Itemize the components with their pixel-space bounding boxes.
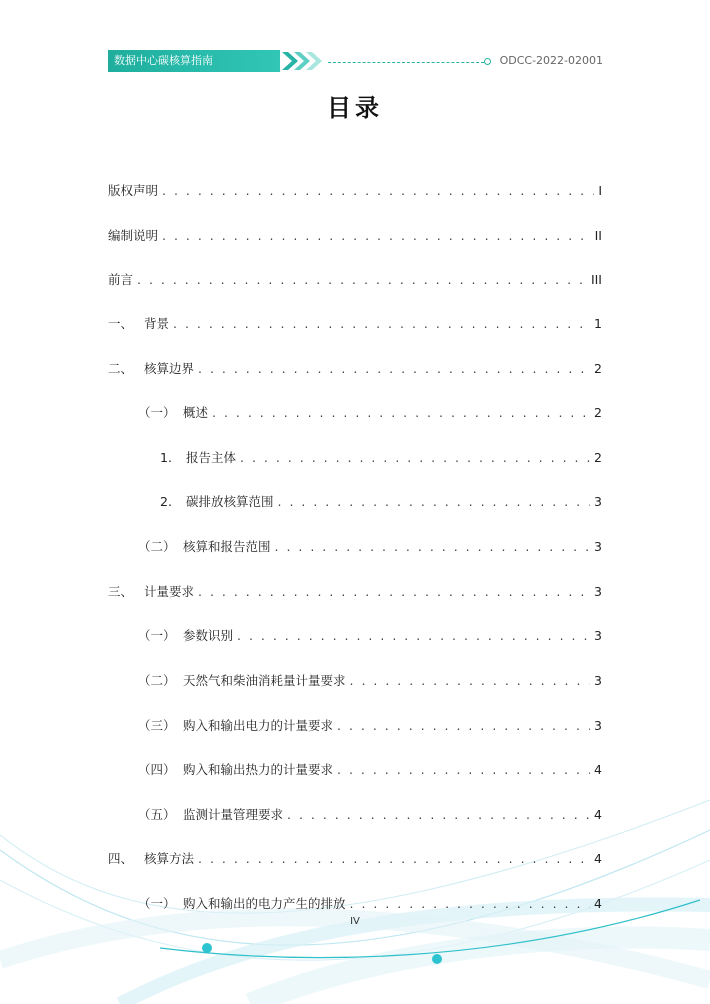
toc-entry[interactable]: （一） 参数识别 . . . 3 — [138, 626, 602, 646]
toc-entry[interactable]: 四、 核算方法 . . . 4 — [108, 849, 602, 869]
document-code: ODCC-2022-02001 — [499, 54, 603, 67]
toc-page: 3 — [594, 718, 602, 733]
toc-number: （三） — [138, 718, 176, 733]
header-circle-icon — [484, 58, 491, 65]
toc-number: 2. — [160, 494, 172, 509]
chevron-right-icon — [280, 50, 328, 72]
page-number: IV — [350, 916, 360, 927]
toc-number: 一、 — [108, 316, 134, 331]
header-title-band: 数据中心碳核算指南 — [108, 50, 280, 72]
toc-entry[interactable]: （五） 监测计量管理要求 . . . 4 — [138, 805, 602, 825]
toc-leader — [137, 272, 587, 287]
toc-entry[interactable]: （一） 购入和输出的电力产生的排放 . . . 4 — [138, 894, 602, 914]
toc-leader — [287, 807, 590, 822]
toc-page: II — [594, 228, 602, 243]
toc-page: 1 — [594, 316, 602, 331]
toc-number: （二） — [138, 673, 176, 688]
toc-leader — [350, 896, 591, 911]
toc-page: 3 — [594, 494, 602, 509]
toc-entry[interactable]: （四） 购入和输出热力的计量要求 . . . 4 — [138, 760, 602, 780]
toc-leader — [350, 673, 591, 688]
toc-entry[interactable]: 一、 背景 . . . 1 — [108, 314, 602, 334]
page-title: 目录 — [327, 94, 383, 122]
toc-number: （五） — [138, 807, 176, 822]
page-header — [108, 50, 603, 72]
toc-number: 1. — [160, 450, 172, 465]
toc-leader — [278, 494, 591, 509]
toc-entry[interactable]: （三） 购入和输出电力的计量要求 . . . 3 — [138, 716, 602, 736]
toc-page: 2 — [594, 361, 602, 376]
toc-page: 3 — [594, 539, 602, 554]
toc-page: 4 — [594, 807, 602, 822]
toc-page: I — [598, 183, 602, 198]
toc-number: 三、 — [108, 584, 134, 599]
toc-page: 3 — [594, 628, 602, 643]
toc-entry[interactable]: 2. 碳排放核算范围 . . . 3 — [160, 492, 602, 512]
toc-number: （一） — [138, 628, 176, 643]
toc-page: 4 — [594, 896, 602, 911]
toc-entry[interactable]: 版权声明 . . . I — [108, 181, 602, 201]
toc-leader — [198, 851, 590, 866]
toc-entry[interactable]: （一） 概述 . . . 2 — [138, 403, 602, 423]
toc-page: 2 — [594, 450, 602, 465]
toc-page: III — [590, 272, 602, 287]
header-dashed-line — [328, 62, 484, 63]
toc-entry[interactable]: （二） 天然气和柴油消耗量计量要求 . . . 3 — [138, 671, 602, 691]
toc-leader — [162, 228, 591, 243]
toc-page: 4 — [594, 851, 602, 866]
toc-leader — [173, 316, 590, 331]
toc-entry[interactable]: 前言 . . . III — [108, 270, 602, 290]
toc-leader — [275, 539, 591, 554]
toc-leader — [198, 361, 590, 376]
toc-entry[interactable]: 1. 报告主体 . . . 2 — [160, 448, 602, 468]
toc-number: （一） — [138, 405, 176, 420]
toc-page: 2 — [594, 405, 602, 420]
toc-leader — [337, 762, 590, 777]
toc-leader — [212, 405, 590, 420]
toc-entry[interactable]: （二） 核算和报告范围 . . . 3 — [138, 537, 602, 557]
toc-page: 3 — [594, 584, 602, 599]
toc-leader — [198, 584, 590, 599]
toc-entry[interactable]: 编制说明 . . . II — [108, 226, 602, 246]
toc-entry[interactable]: 二、 核算边界 . . . 2 — [108, 359, 602, 379]
toc-number: 二、 — [108, 361, 134, 376]
toc-leader — [337, 718, 590, 733]
toc-number: （一） — [138, 896, 176, 911]
toc-leader — [162, 183, 594, 198]
toc-page: 4 — [594, 762, 602, 777]
toc-page: 3 — [594, 673, 602, 688]
toc-leader — [240, 450, 590, 465]
toc-number: （四） — [138, 762, 176, 777]
toc-leader — [237, 628, 590, 643]
toc-number: （二） — [138, 539, 176, 554]
toc-number: 四、 — [108, 851, 134, 866]
toc-entry[interactable]: 三、 计量要求 . . . 3 — [108, 582, 602, 602]
